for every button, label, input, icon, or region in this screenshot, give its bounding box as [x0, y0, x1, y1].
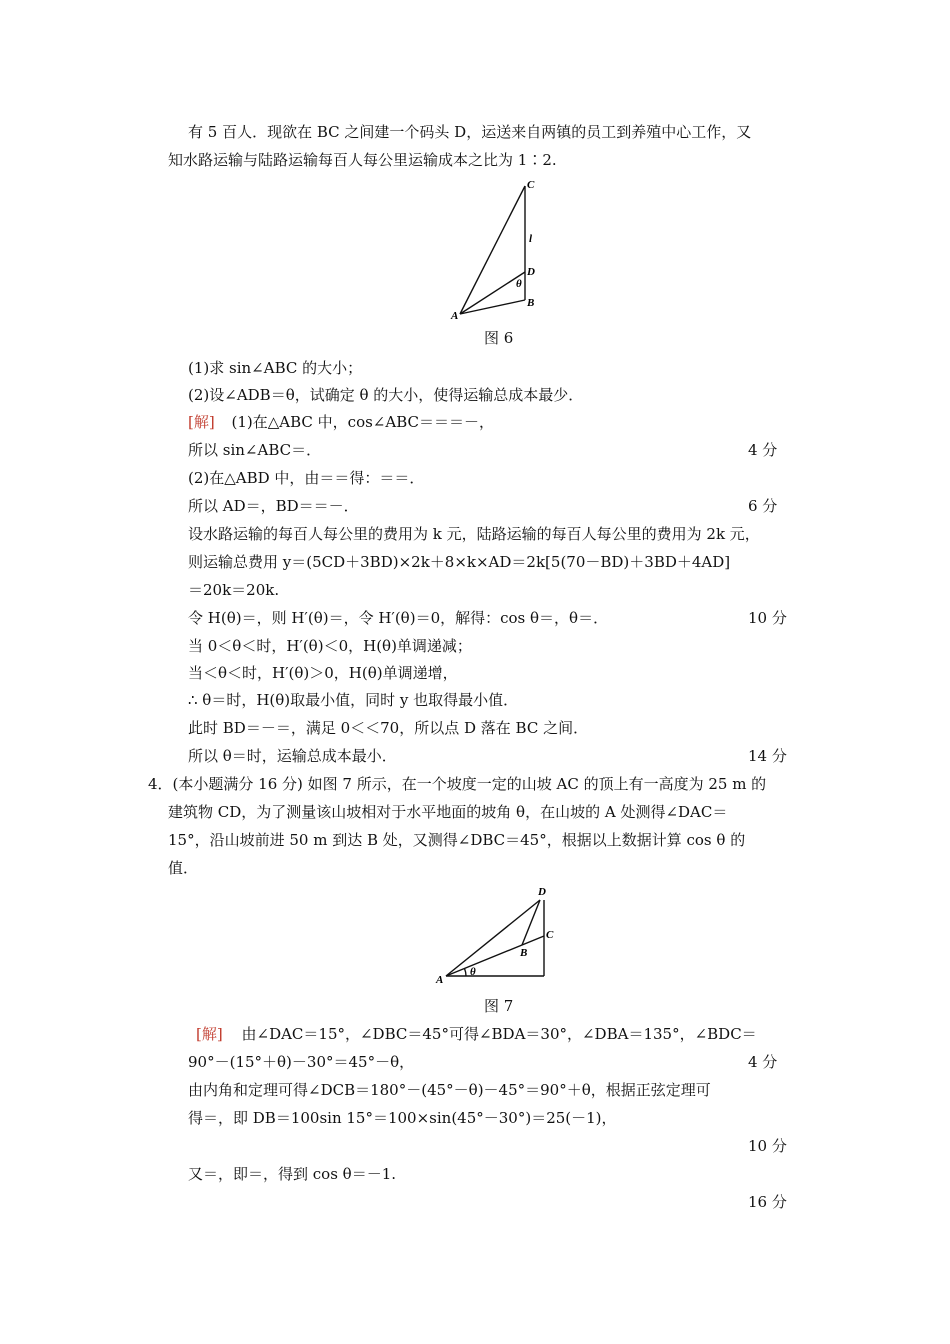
fig6-label-c: C: [527, 179, 535, 191]
solution-4-line: 由内角和定理可得∠DCB＝180°－(45°－θ)－45°＝90°＋θ，根据正弦定理可: [188, 1081, 711, 1099]
figure-7-caption: 图 7: [484, 997, 514, 1015]
solution-line: 设水路运输的每百人每公里的费用为 k 元，陆路运输的每百人每公里的费用为 2k 元，: [188, 525, 760, 543]
solution-tag: [解]: [188, 413, 215, 431]
problem-4-line: 4．(本小题满分 16 分) 如图 7 所示，在一个坡度一定的山坡 AC 的顶上有一高度为 25 m 的: [148, 775, 767, 793]
score-mark: 16 分: [748, 1193, 787, 1211]
fig7-label-theta: θ: [470, 966, 476, 978]
solution-tag: [解]: [196, 1025, 223, 1043]
solution-line: ＝20k＝20k.: [188, 581, 280, 599]
solution-line: [解] (1)在△ABC 中，cos∠ABC＝＝＝－，: [188, 413, 494, 431]
problem-4-line: 值．: [168, 859, 199, 877]
solution-4-line: 又＝，即＝，得到 cos θ＝－1.: [188, 1165, 397, 1183]
solution-line: 当＜θ＜时，H′(θ)＞0，H(θ)单调递增，: [188, 664, 458, 682]
solution-4-line: 得＝，即 DB＝100sin 15°＝100×sin(45°－30°)＝25(－1)，: [188, 1109, 617, 1127]
question-2: (2)设∠ADB＝θ，试确定 θ 的大小，使得运输总成本最少．: [188, 386, 584, 404]
problem-4-line: 15°，沿山坡前进 50 m 到达 B 处，又测得∠DBC＝45°，根据以上数据计算 cos θ 的: [168, 831, 746, 849]
fig6-label-l: l: [529, 233, 533, 245]
figure-6-caption: 图 6: [484, 329, 514, 347]
score-mark: 6 分: [748, 497, 778, 515]
score-mark: 10 分: [748, 609, 787, 627]
fig6-label-b: B: [527, 297, 535, 309]
question-1: (1)求 sin∠ABC 的大小；: [188, 359, 363, 377]
solution-line: 所以 AD＝，BD＝＝－．: [188, 497, 359, 515]
text-line: 有 5 百人．现欲在 BC 之间建一个码头 D，运送来自两镇的员工到养殖中心工作，又: [188, 123, 752, 141]
figure-7-diagram: [432, 882, 562, 988]
solution-line: ∴ θ＝时，H(θ)取最小值，同时 y 也取得最小值．: [188, 691, 519, 709]
solution-line: 此时 BD＝－＝，满足 0＜＜70，所以点 D 落在 BC 之间．: [188, 719, 589, 737]
figure-6-diagram: [440, 172, 550, 322]
score-mark: 4 分: [748, 1053, 778, 1071]
fig6-label-d: D: [527, 266, 535, 278]
solution-line: 所以 sin∠ABC＝．: [188, 441, 322, 459]
fig6-label-theta: θ: [516, 278, 522, 290]
fig7-label-d: D: [538, 886, 546, 898]
solution-line: 则运输总费用 y＝(5CD＋3BD)×2k＋8×k×AD＝2k[5(70－BD)＋3BD＋4AD]: [188, 553, 731, 571]
problem-4-line: 建筑物 CD，为了测量该山坡相对于水平地面的坡角 θ，在山坡的 A 处测得∠DAC＝: [168, 803, 728, 821]
solution-line: 当 0＜θ＜时，H′(θ)＜0，H(θ)单调递减；: [188, 637, 472, 655]
solution-4-line: 90°－(15°＋θ)－30°＝45°－θ，: [188, 1053, 415, 1071]
score-mark: 10 分: [748, 1137, 787, 1155]
solution-4-line: [解] 由∠DAC＝15°，∠DBC＝45°可得∠BDA＝30°，∠DBA＝135°，∠BDC＝: [196, 1025, 757, 1043]
solution-line: 令 H(θ)＝，则 H′(θ)＝，令 H′(θ)＝0，解得：cos θ＝，θ＝．: [188, 609, 609, 627]
fig7-label-a: A: [436, 974, 444, 986]
solution-line: 所以 θ＝时，运输总成本最小．: [188, 747, 397, 765]
fig6-label-a: A: [451, 310, 459, 322]
solution-line: (2)在△ABD 中，由＝＝得：＝＝．: [188, 469, 425, 487]
fig7-label-b: B: [520, 947, 528, 959]
score-mark: 4 分: [748, 441, 778, 459]
text-line: 知水路运输与陆路运输每百人每公里运输成本之比为 1∶2.: [168, 151, 557, 169]
score-mark: 14 分: [748, 747, 787, 765]
fig7-label-c: C: [546, 929, 554, 941]
